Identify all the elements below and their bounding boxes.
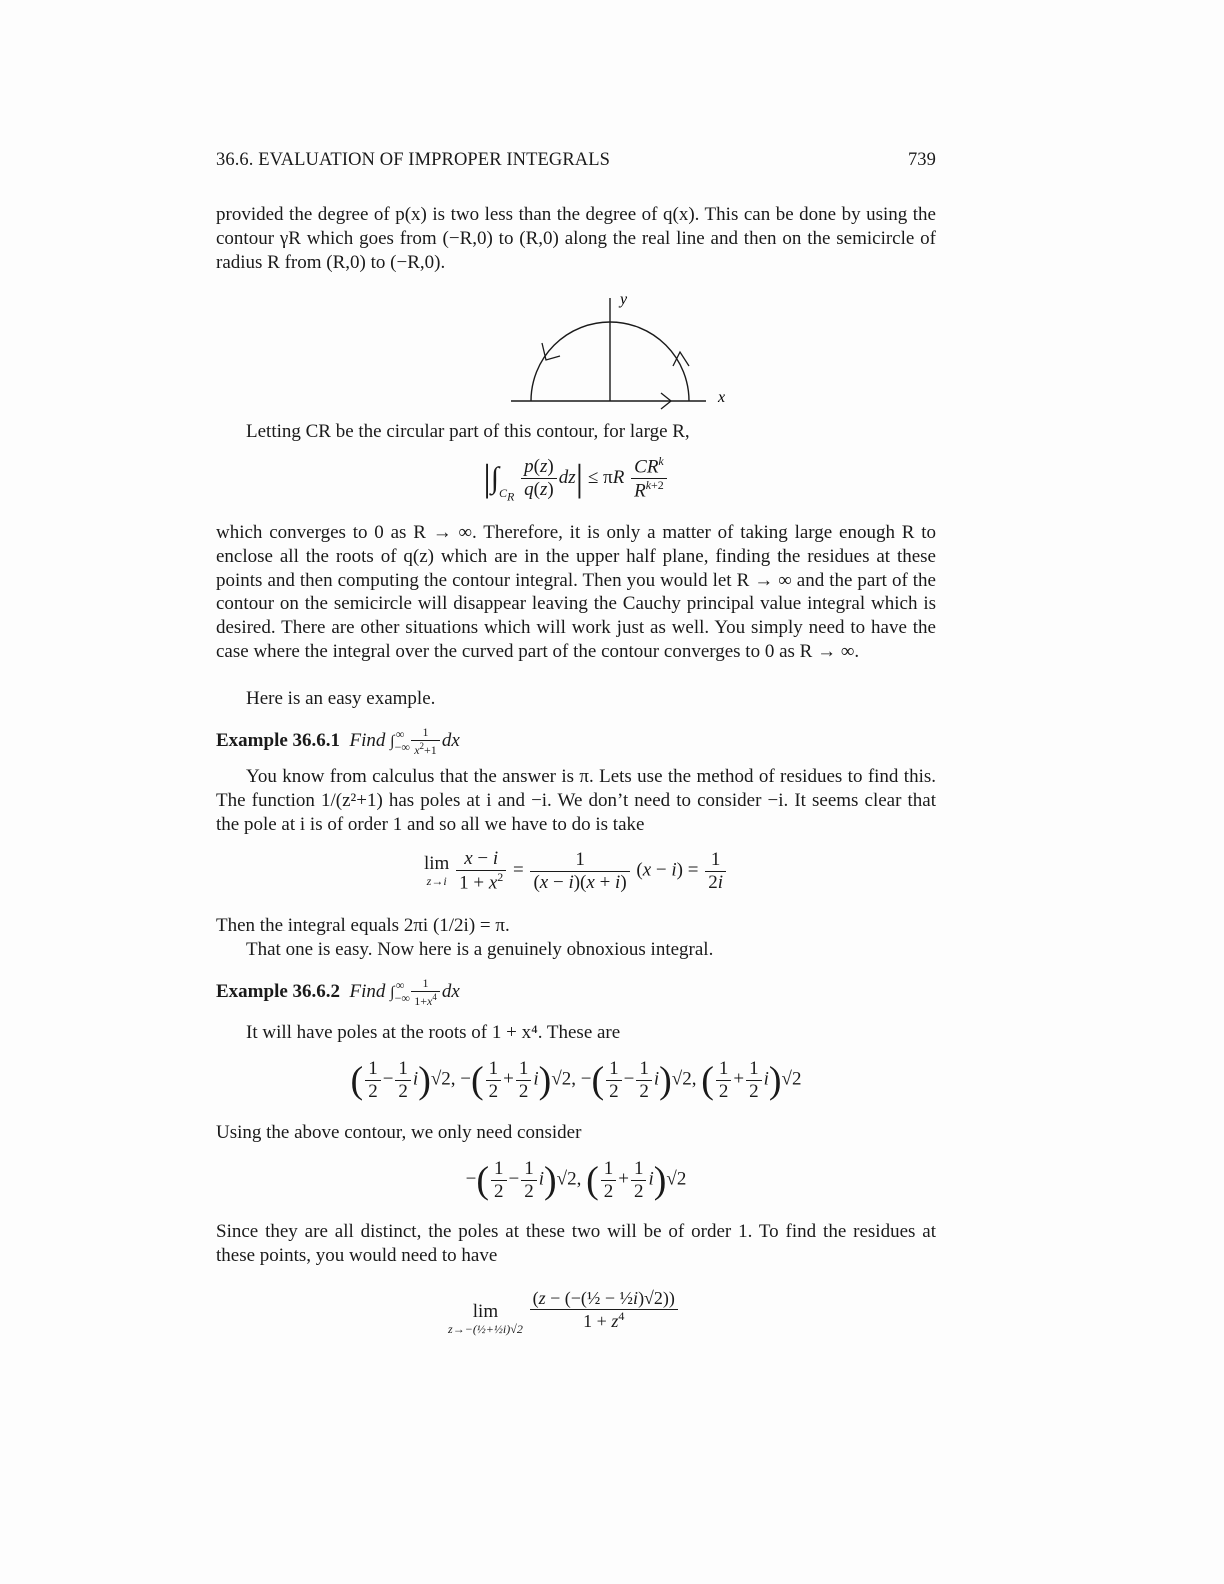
equation-roots: ( $\frac{1}{2}$ − $\frac{1}{2}$ i)√2, −( $\frac{1}{2}$ + $\frac{1}{2}$ i)√2, −( $\frac{1}{2}$ − $\frac{1}{2}$ i)√2, ( $\frac{1}{2}$ + $\frac{1}{2}$ i)√2	[350, 1058, 802, 1102]
equation-bound: $|\int_{C_R}$ $\frac{p(z)}{q(z)}$ dz| ≤ πR $\frac{CR^k}{R^{k+2}}$	[216, 455, 936, 504]
y-axis-label: y	[620, 291, 628, 308]
paragraph-2: Letting CR be the circular part of this contour, for large R,	[246, 421, 690, 442]
paragraph-4: Here is an easy example.	[246, 688, 436, 709]
paragraph-6: Then the integral equals 2πi (1/2i) = π.	[216, 915, 510, 936]
paragraph-10: Since they are all distinct, the poles at these two will be of order 1. To find the residues at these points, you would need to have	[216, 1221, 936, 1266]
example-2-label: Example 36.6.2	[216, 981, 341, 1003]
contour-figure	[506, 286, 746, 416]
paragraph-3: which converges to 0 as R → ∞. Therefore, it is only a matter of taking large enough R to enclose all the roots of q(z) which are in the upper half plane, finding the residues at these points and then computing the contour integral. Then you would let R → ∞ and the part of the contour on the semicircle will disappear leaving the Cauchy principal value integral which is desired. There are other situations which will work just as well. You simply need to have the case where the integral over the curved part of the contour converges to 0 as R → ∞.	[216, 522, 936, 662]
equation-limit-1: lim z→i $\frac{x - i}{1 + x^2}$ = $\frac{1}{(x - i)(x + i)}$ (x − i) = $\frac{1}{2i}$	[216, 848, 936, 894]
equation-upper-roots: −( $\frac{1}{2}$ − $\frac{1}{2}$ i)√2, ( $\frac{1}{2}$ + $\frac{1}{2}$ i)√2	[465, 1158, 687, 1202]
paragraph-1: provided the degree of p(x) is two less than the degree of q(x). This can be done by using the contour γR which goes from (−R,0) to (R,0) along the real line and then on the semicircle of radius R from (R,0) to (−R,0).	[216, 204, 936, 273]
example-36-6-2: Example 36.6.2 Find $\int_{-\infty}^\infty$ $\frac{1}{1+x^4}$ dx	[216, 976, 460, 1008]
paragraph-9: Using the above contour, we only need consider	[216, 1122, 582, 1143]
equation-limit-2: lim z→−(½+½i)√2 $\frac{\text{(z − (−(½ − ½i)√2))}}{1 + z^4}$	[204, 1284, 924, 1336]
paragraph-8: It will have poles at the roots of 1 + x⁴. These are	[246, 1022, 621, 1043]
x-axis-label: x	[718, 389, 726, 406]
page-number: 739	[907, 150, 936, 170]
example-36-6-1: Example 36.6.1 Find $\int_{-\infty}^\infty$ $\frac{1}{x^2+1}$ dx	[216, 725, 460, 757]
example-1-label: Example 36.6.1	[216, 730, 341, 752]
running-header	[216, 150, 936, 174]
paragraph-7: That one is easy. Now here is a genuinely obnoxious integral.	[246, 939, 714, 960]
section-title: 36.6. EVALUATION OF IMPROPER INTEGRALS	[216, 150, 611, 170]
paragraph-5: You know from calculus that the answer is π. Lets use the method of residues to find this. The function 1/(z²+1) has poles at i and −i. We don’t need to consider −i. It seems clear that the pole at i is of order 1 and so all we have to do is take	[216, 766, 936, 835]
